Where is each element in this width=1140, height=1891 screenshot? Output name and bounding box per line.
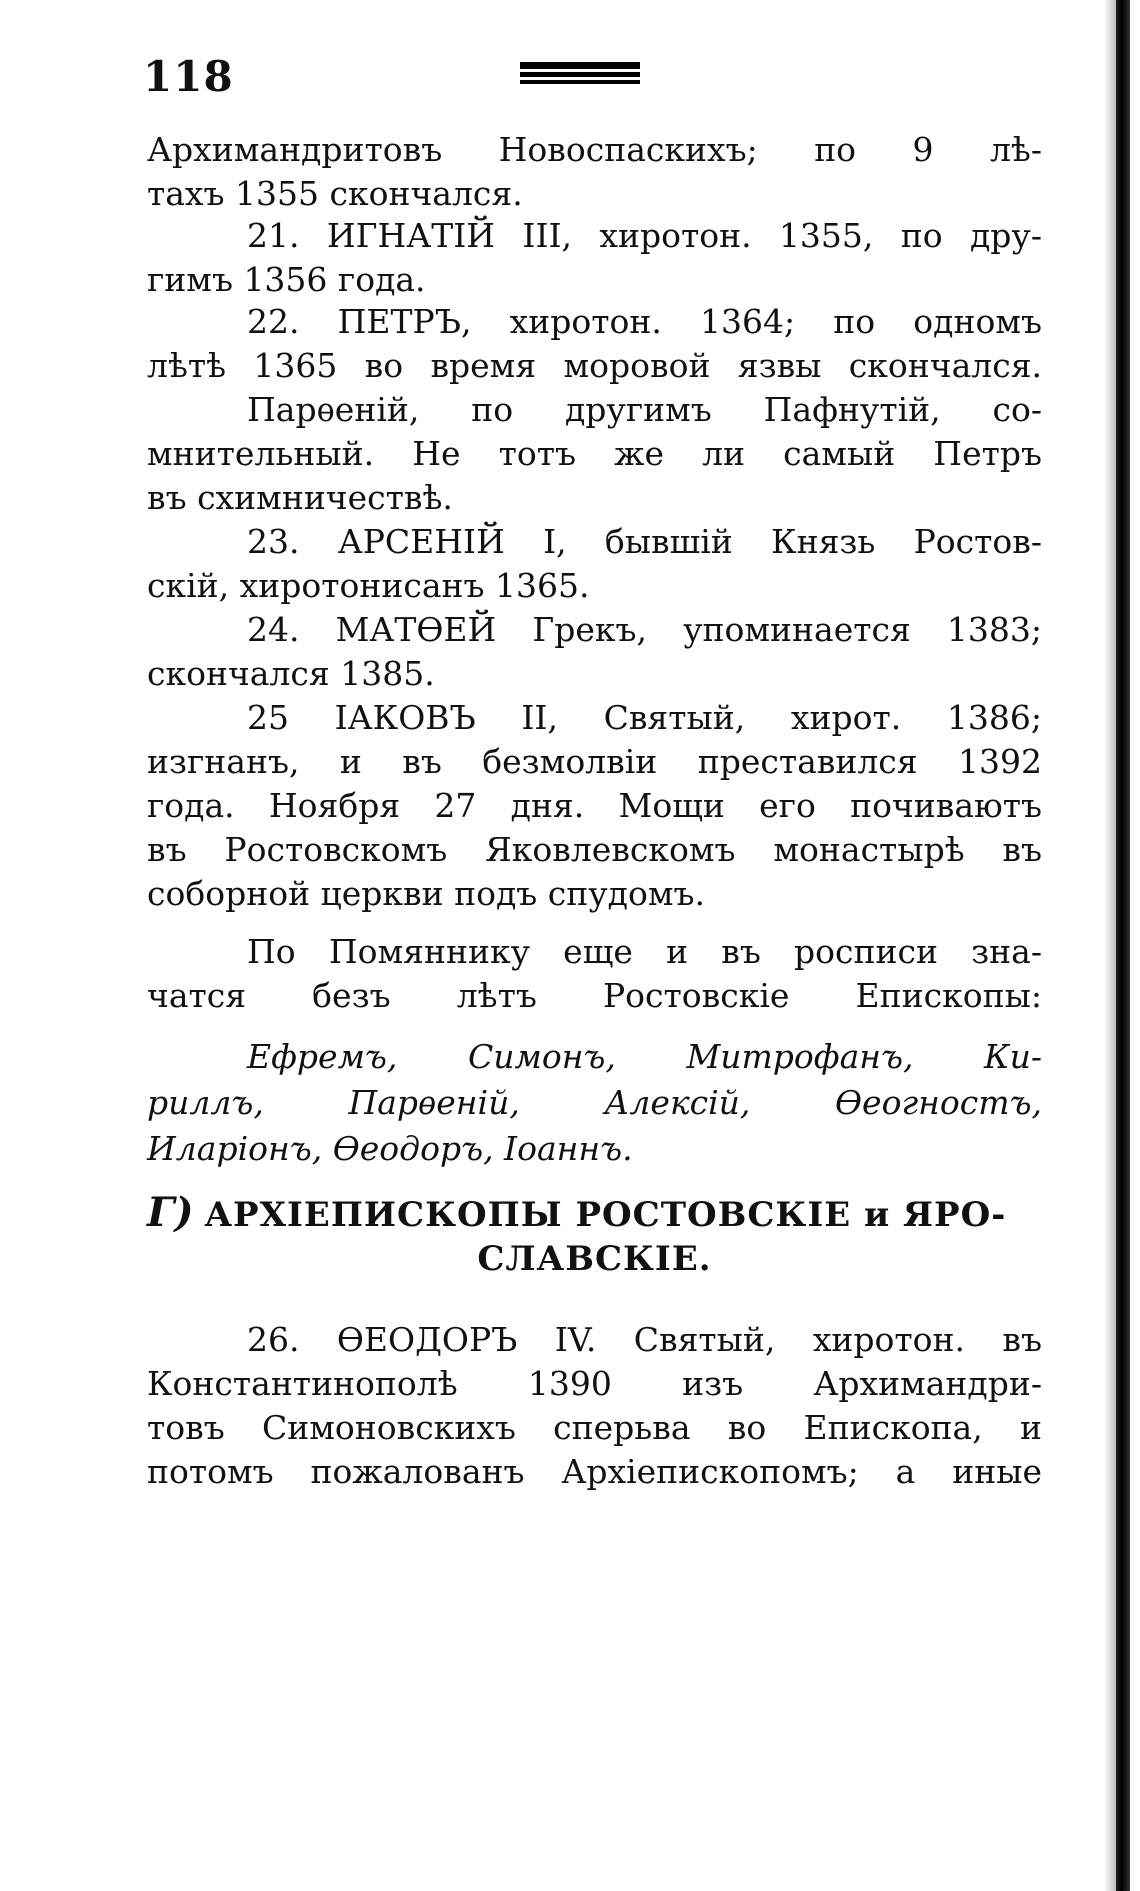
entry-22: 22. ПЕТРЪ, хиротон. 1364; по одномъ (247, 302, 1042, 341)
text-line: Архимандритовъ Новоспаскихъ; по 9 лѣ- (147, 130, 1042, 169)
page-number: 118 (143, 52, 234, 101)
section-title-line2: СЛАВСКІЕ. (477, 1239, 712, 1279)
text-line: чатся безъ лѣтъ Ростовскіе Епископы: (147, 976, 1042, 1015)
page-gutter-shadow (1104, 0, 1116, 1891)
entry-21: 21. ИГНАТІЙ III, хиротон. 1355, по дру- (247, 216, 1042, 255)
section-title-line1: АРХІЕПИСКОПЫ РОСТОВСКІЕ и ЯРО- (204, 1195, 1007, 1235)
text-line: товъ Симоновскихъ сперьва во Епископа, и (147, 1408, 1042, 1447)
text-line: соборной церкви подъ спудомъ. (147, 874, 706, 913)
bishop-names-line: Иларіонъ, Ѳеодоръ, Іоаннъ. (147, 1129, 633, 1168)
text-line: въ схимничествѣ. (147, 478, 453, 517)
page-edge (1116, 0, 1130, 1891)
text-line: потомъ пожалованъ Архіепископомъ; а иные (147, 1452, 1042, 1491)
entry-26: 26. ѲЕОДОРЪ IV. Святый, хиротон. въ (247, 1320, 1042, 1359)
text-line: тахъ 1355 скончался. (147, 174, 523, 213)
section-heading (147, 1190, 1042, 1238)
text-line: въ Ростовскомъ Яковлевскомъ монастырѣ въ (147, 830, 1042, 869)
text-line: Парѳеній, по другимъ Пафнутій, со- (247, 390, 1042, 429)
text-line: мнительный. Не тотъ же ли самый Петръ (147, 434, 1042, 473)
entry-24: 24. МАТѲЕЙ Грекъ, упоминается 1383; (247, 610, 1042, 649)
text-line: лѣтѣ 1365 во время моровой язвы скончался. (147, 346, 1042, 385)
text-line: скій, хиротонисанъ 1365. (147, 566, 590, 605)
bishop-names-line: риллъ, Парѳеній, Алексій, Ѳеогностъ, (147, 1083, 1042, 1122)
entry-23: 23. АРСЕНІЙ I, бывшій Князь Ростов- (247, 522, 1042, 561)
text-line: года. Ноября 27 дня. Мощи его почиваютъ (147, 786, 1042, 825)
text-line: гимъ 1356 года. (147, 260, 426, 299)
text-line: изгнанъ, и въ безмолвіи преставился 1392 (147, 742, 1042, 781)
bishop-names-line: Ефремъ, Симонъ, Митрофанъ, Ки- (247, 1037, 1042, 1076)
text-line: Константинополѣ 1390 изъ Архимандри- (147, 1364, 1042, 1403)
section-marker: Г) (147, 1189, 194, 1236)
text-line: По Помяннику еще и въ росписи зна- (247, 932, 1042, 971)
text-line: скончался 1385. (147, 654, 435, 693)
entry-25: 25 ІАКОВЪ II, Святый, хирот. 1386; (247, 698, 1042, 737)
header-ornament (520, 62, 640, 86)
